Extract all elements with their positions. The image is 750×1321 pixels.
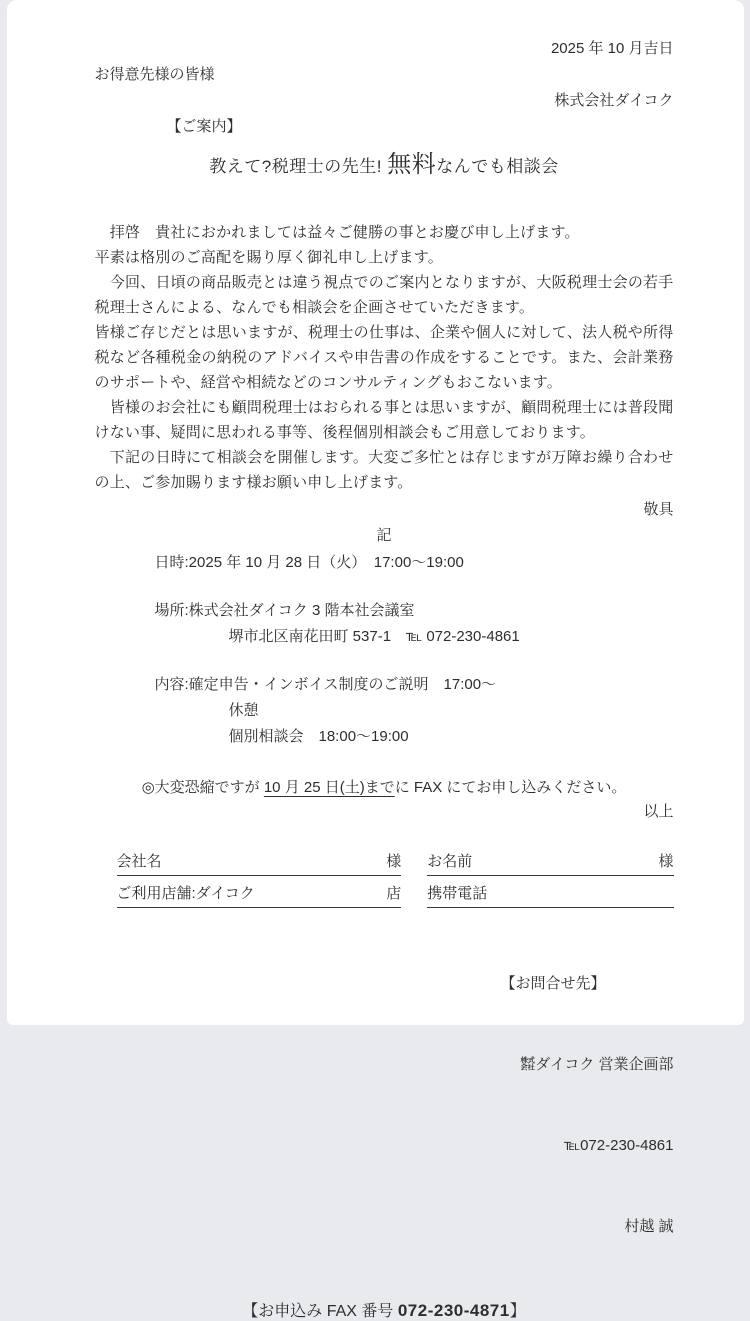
company-name-field <box>117 851 402 876</box>
content-consult: 個別相談会 18:00〜19:00 <box>228 728 409 745</box>
form-row <box>117 883 674 908</box>
contact-tel: ℡072-230-4861 <box>563 1137 674 1154</box>
datetime-value: 2025 年 10 月 28 日（火） 17:00〜19:00 <box>188 554 464 571</box>
ki-record-marker: 記 <box>376 527 392 544</box>
body-paragraph: 下記の日時にて相談会を開催します。大変ご多忙とは存じますが万障お繰り合わせの上、ご参加賜ります様お願い申し上げます。 <box>94 449 674 491</box>
datetime-label: 日時: <box>154 554 189 571</box>
fax-apply-line <box>95 1298 674 1321</box>
contact-heading: 【お問合せ先】 <box>500 975 606 992</box>
ijou-closing: 以上 <box>643 803 674 820</box>
body-paragraph: 拝啓 貴社におかれましては益々ご健勝の事とお慶び申し上げます。 <box>94 224 580 241</box>
letter-body <box>95 220 674 495</box>
place-address: 堺市北区南花田町 537-1 ℡ 072-230-4861 <box>228 628 520 645</box>
contact-person: 村越 誠 <box>624 1218 674 1235</box>
contact-block <box>95 916 674 1294</box>
place-line <box>155 598 674 624</box>
event-details <box>155 550 674 750</box>
notice-label: 【ご案内】 <box>166 118 242 135</box>
fax-note-prefix: ◎大変恐縮ですが <box>141 779 264 796</box>
place-label: 場所: <box>154 602 189 619</box>
datetime-line <box>155 550 674 576</box>
event-title <box>95 148 674 184</box>
mobile-phone-label: 携帯電話 <box>427 885 488 902</box>
person-name-field <box>427 851 673 876</box>
fax-apply-suffix: 】 <box>509 1303 526 1320</box>
addressee: お得意先様の皆様 <box>94 66 215 83</box>
fax-note-suffix: に FAX にてお申し込みください。 <box>394 779 627 796</box>
company-name-label: 会社名 <box>116 853 162 870</box>
letter-page <box>7 0 744 1320</box>
contact-company: ㍿ダイコク 営業企画部 <box>520 1056 674 1073</box>
person-name-label: お名前 <box>427 853 473 870</box>
place-value: 株式会社ダイコク 3 階本社会議室 <box>188 602 415 619</box>
content-label: 内容: <box>154 676 189 693</box>
body-paragraph: 皆様ご存じだとは思いますが、税理士の仕事は、企業や個人に対して、法人税や所得税など各種税金の納税のアドバイスや申告書の作成をすることです。また、会計業務のサポートや、経営や相続などのコンサルティングもおこないます。 <box>94 324 674 391</box>
person-name-suffix: 様 <box>658 853 674 870</box>
content-value: 確定申告・インボイス制度のご説明 17:00〜 <box>188 676 497 693</box>
body-paragraph: 平素は格別のご高配を賜り厚く御礼申し上げます。 <box>94 249 443 266</box>
letter-date: 2025 年 10 月吉日 <box>550 40 674 57</box>
keigu-closing: 敬具 <box>643 501 674 518</box>
content-break: 休憩 <box>228 702 259 719</box>
sender-company: 株式会社ダイコク <box>554 92 674 109</box>
body-paragraph: 皆様のお会社にも顧問税理士はおられる事とは思いますが、顧問税理士には普段聞けない事、疑問に思われる事等、後程個別相談会もご用意しております。 <box>94 399 674 441</box>
store-field <box>117 883 402 908</box>
company-name-suffix: 様 <box>386 853 402 870</box>
store-suffix: 店 <box>386 885 402 902</box>
body-paragraph: 今回、日頃の商品販売とは違う視点でのご案内となりますが、大阪税理士会の若手税理士さんによる、なんでも相談会を企画させていただきます。 <box>94 274 674 316</box>
store-label: ご利用店舗:ダイコク <box>116 885 255 902</box>
fax-deadline-underlined: 10 月 25 日(土)まで <box>263 779 395 796</box>
mobile-phone-field <box>427 883 673 908</box>
event-title-suffix: なんでも相談会 <box>436 157 559 176</box>
fax-apply-number: 072-230-4871 <box>397 1301 510 1320</box>
fax-deadline-note <box>95 776 674 797</box>
reply-form <box>117 851 674 908</box>
fax-apply-prefix: 【お申込み FAX 番号 <box>242 1303 398 1320</box>
content-line <box>155 672 674 698</box>
form-row <box>117 851 674 876</box>
event-title-prefix: 教えて?税理士の先生! <box>209 157 388 176</box>
event-title-free-highlight: 無料 <box>387 151 437 178</box>
